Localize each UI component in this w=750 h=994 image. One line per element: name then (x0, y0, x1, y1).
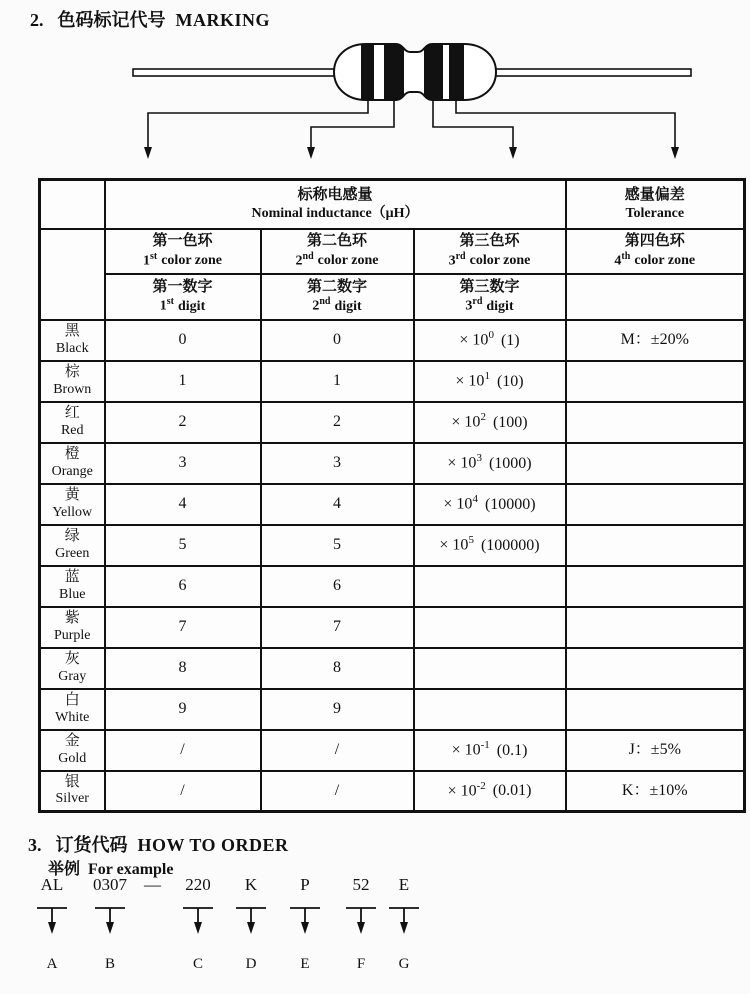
ordinal: 1 (159, 298, 167, 314)
table-row-black (40, 320, 745, 361)
tolerance-cell (566, 607, 745, 648)
digit-label: digit (334, 298, 362, 314)
order-code: P (300, 875, 310, 894)
order-letter: G (398, 956, 410, 972)
color-name-cell: 绿 Green (40, 525, 105, 566)
order-letter: F (356, 956, 366, 972)
zone-label: color zone (317, 253, 379, 269)
inductor-color-band-diagram (0, 0, 750, 170)
table-row-gray (40, 648, 745, 689)
down-arrow-icon (234, 898, 268, 936)
multiplier-cell (414, 689, 566, 730)
digit1-cell: 0 (105, 320, 261, 361)
multiplier-cell: × $10^3$ (1000) (414, 443, 566, 484)
table-row-gold (40, 730, 745, 771)
zone-label: color zone (469, 253, 531, 269)
ordinal-suffix: st (166, 296, 174, 308)
digit1-cell: 7 (105, 607, 261, 648)
digit2-cell: 8 (261, 648, 414, 689)
digit-2-en (264, 296, 411, 315)
color-name-cell: 棕 Brown (40, 361, 105, 402)
digit2-cell: / (261, 730, 414, 771)
example-label-en: For example (88, 861, 174, 878)
example-label-zh: 举例 (48, 861, 81, 878)
table-row-brown (40, 361, 745, 402)
order-code: E (398, 875, 410, 894)
inductor-body (334, 44, 496, 100)
digit2-cell: 9 (261, 689, 414, 730)
digit1-cell: 3 (105, 443, 261, 484)
right-lead (490, 69, 691, 76)
down-arrow-icon (387, 898, 421, 936)
digit2-cell: 7 (261, 607, 414, 648)
zone-3-en (417, 251, 563, 270)
digit1-cell: 5 (105, 525, 261, 566)
header-zone-1 (105, 229, 261, 274)
header-digit-2 (261, 274, 414, 320)
down-arrow-icon (288, 898, 322, 936)
pointer-line-2 (311, 101, 394, 148)
header-tolerance (566, 180, 745, 229)
zone-label: color zone (634, 253, 696, 269)
ordinal: 1 (142, 253, 150, 269)
section3-number: 3. (28, 835, 42, 855)
digit2-cell: 2 (261, 402, 414, 443)
digit-3-en (417, 296, 563, 315)
section2-title-zh: 色码标记代号 (57, 10, 166, 30)
section3-title-zh: 订货代码 (55, 835, 128, 855)
tolerance-cell (566, 689, 745, 730)
tolerance-en: Tolerance (625, 205, 685, 221)
band-4-icon (449, 42, 464, 104)
table-row-orange (40, 443, 745, 484)
color-name-cell: 黑 Black (40, 320, 105, 361)
nominal-inductance-zh: 标称电感量 (297, 187, 373, 204)
header-zone-3 (414, 229, 566, 274)
pointer-line-1 (148, 101, 368, 148)
multiplier-cell (414, 566, 566, 607)
down-arrow-icon (144, 147, 152, 159)
multiplier-cell (414, 607, 566, 648)
order-code: K (244, 875, 258, 894)
zone-3-zh: 第三色环 (459, 233, 520, 250)
multiplier-cell: × $10^1$ (10) (414, 361, 566, 402)
zone-1-zh: 第一色环 (152, 233, 213, 250)
order-letter: E (300, 956, 310, 972)
digit-1-en (108, 296, 258, 315)
order-letter: B (104, 956, 115, 972)
tolerance-cell: M：±20% (566, 320, 745, 361)
tolerance-cell (566, 402, 745, 443)
digit1-cell: / (105, 771, 261, 812)
color-name-cell: 橙 Orange (40, 443, 105, 484)
down-arrow-icon (181, 898, 215, 936)
zone-4-en (569, 251, 742, 270)
order-letter: C (192, 956, 203, 972)
ordinal-suffix: nd (302, 250, 314, 262)
tolerance-zh: 感量偏差 (624, 187, 685, 204)
table-row-green (40, 525, 745, 566)
tolerance-cell: J：±5% (566, 730, 745, 771)
down-arrow-icon (307, 147, 315, 159)
tolerance-cell (566, 525, 745, 566)
down-arrow-icon (509, 147, 517, 159)
digit1-cell: 2 (105, 402, 261, 443)
ordinal: 3 (448, 253, 456, 269)
ordinal: 3 (465, 298, 473, 314)
zone-4-zh: 第四色环 (624, 233, 685, 250)
zone-2-zh: 第二色环 (306, 233, 367, 250)
order-item-d (221, 872, 281, 973)
ordinal-suffix: st (149, 250, 158, 262)
ordinal: 2 (295, 253, 303, 269)
header-digit-3 (414, 274, 566, 320)
digit2-cell: 1 (261, 361, 414, 402)
header-corner-cell-2 (40, 229, 105, 320)
ordinal-suffix: rd (472, 296, 483, 308)
table-row-white (40, 689, 745, 730)
nominal-inductance-en: Nominal inductance（μH） (251, 205, 419, 221)
multiplier-cell: × $10^2$ (100) (414, 402, 566, 443)
color-name-cell: 红 Red (40, 402, 105, 443)
order-item-b (80, 872, 140, 973)
ordinal: 2 (312, 298, 320, 314)
color-name-cell: 白 White (40, 689, 105, 730)
tolerance-cell (566, 443, 745, 484)
zone-2-en (264, 251, 411, 270)
header-zone-4 (566, 229, 745, 274)
order-letter: D (245, 956, 257, 972)
multiplier-cell: × $10^5$ (100000) (414, 525, 566, 566)
left-lead (133, 69, 340, 76)
digit1-cell: 9 (105, 689, 261, 730)
digit-label: digit (178, 298, 206, 314)
color-name-cell: 蓝 Blue (40, 566, 105, 607)
order-code: 0307 (93, 875, 127, 894)
down-arrow-icon (93, 898, 127, 936)
band-2-icon (384, 42, 404, 104)
header-nominal-inductance (105, 180, 566, 229)
ordinal-suffix: rd (455, 250, 466, 262)
order-code: AL (40, 875, 64, 894)
tolerance-cell (566, 566, 745, 607)
header-digit-1 (105, 274, 261, 320)
multiplier-cell: × $10^{-1}$ (0.1) (414, 730, 566, 771)
digit2-cell: 0 (261, 320, 414, 361)
header-zone-2 (261, 229, 414, 274)
multiplier-cell: × $10^{-2}$ (0.01) (414, 771, 566, 812)
tolerance-cell (566, 484, 745, 525)
multiplier-cell: × $10^0$ (1) (414, 320, 566, 361)
ordinal-suffix: th (621, 250, 631, 262)
tolerance-cell: K：±10% (566, 771, 745, 812)
ordinal-suffix: nd (319, 296, 331, 308)
digit2-cell: 3 (261, 443, 414, 484)
color-name-cell: 紫 Purple (40, 607, 105, 648)
zone-label: color zone (161, 253, 222, 269)
digit1-cell: 4 (105, 484, 261, 525)
down-arrow-icon (344, 898, 378, 936)
digit1-cell: / (105, 730, 261, 771)
section3-title-en: HOW TO ORDER (137, 835, 289, 855)
band-1-icon (361, 42, 374, 104)
color-name-cell: 银 Silver (40, 771, 105, 812)
digit-3-zh: 第三数字 (459, 278, 520, 295)
tolerance-cell (566, 361, 745, 402)
order-code: 52 (352, 875, 370, 894)
multiplier-cell (414, 648, 566, 689)
band-3-icon (424, 42, 443, 104)
digit2-cell: / (261, 771, 414, 812)
pointer-line-3 (433, 101, 513, 148)
color-name-cell: 黄 Yellow (40, 484, 105, 525)
pointer-line-4 (456, 101, 675, 148)
digit2-cell: 5 (261, 525, 414, 566)
table-row-yellow (40, 484, 745, 525)
digit1-cell: 6 (105, 566, 261, 607)
digit-1-zh: 第一数字 (152, 278, 213, 295)
zone-1-en (108, 251, 258, 270)
order-code: 220 (185, 875, 211, 894)
digit1-cell: 8 (105, 648, 261, 689)
order-item-a (22, 872, 82, 973)
down-arrow-icon (671, 147, 679, 159)
order-letter: A (46, 956, 58, 972)
digit1-cell: 1 (105, 361, 261, 402)
header-corner-cell (40, 180, 105, 229)
table-row-purple (40, 607, 745, 648)
order-item-e (275, 872, 335, 973)
digit2-cell: 6 (261, 566, 414, 607)
table-row-red (40, 402, 745, 443)
multiplier-cell: × $10^4$ (10000) (414, 484, 566, 525)
table-row-blue (40, 566, 745, 607)
section2-number: 2. (30, 10, 44, 30)
band-pointers (144, 101, 679, 159)
ordinal: 4 (614, 253, 622, 269)
order-item-g (374, 872, 434, 973)
digit-2-zh: 第二数字 (306, 278, 367, 295)
section2-title-en: MARKING (175, 10, 270, 30)
digit-label: digit (486, 298, 514, 314)
tolerance-cell (566, 648, 745, 689)
header-tolerance-empty-cell (566, 274, 745, 320)
digit2-cell: 4 (261, 484, 414, 525)
order-item-c (168, 872, 228, 973)
color-name-cell: 金 Gold (40, 730, 105, 771)
section3-heading (28, 831, 289, 857)
order-code-dash: — (144, 875, 161, 894)
color-code-table (38, 178, 746, 813)
down-arrow-icon (35, 898, 69, 936)
table-row-silver (40, 771, 745, 812)
color-name-cell: 灰 Gray (40, 648, 105, 689)
